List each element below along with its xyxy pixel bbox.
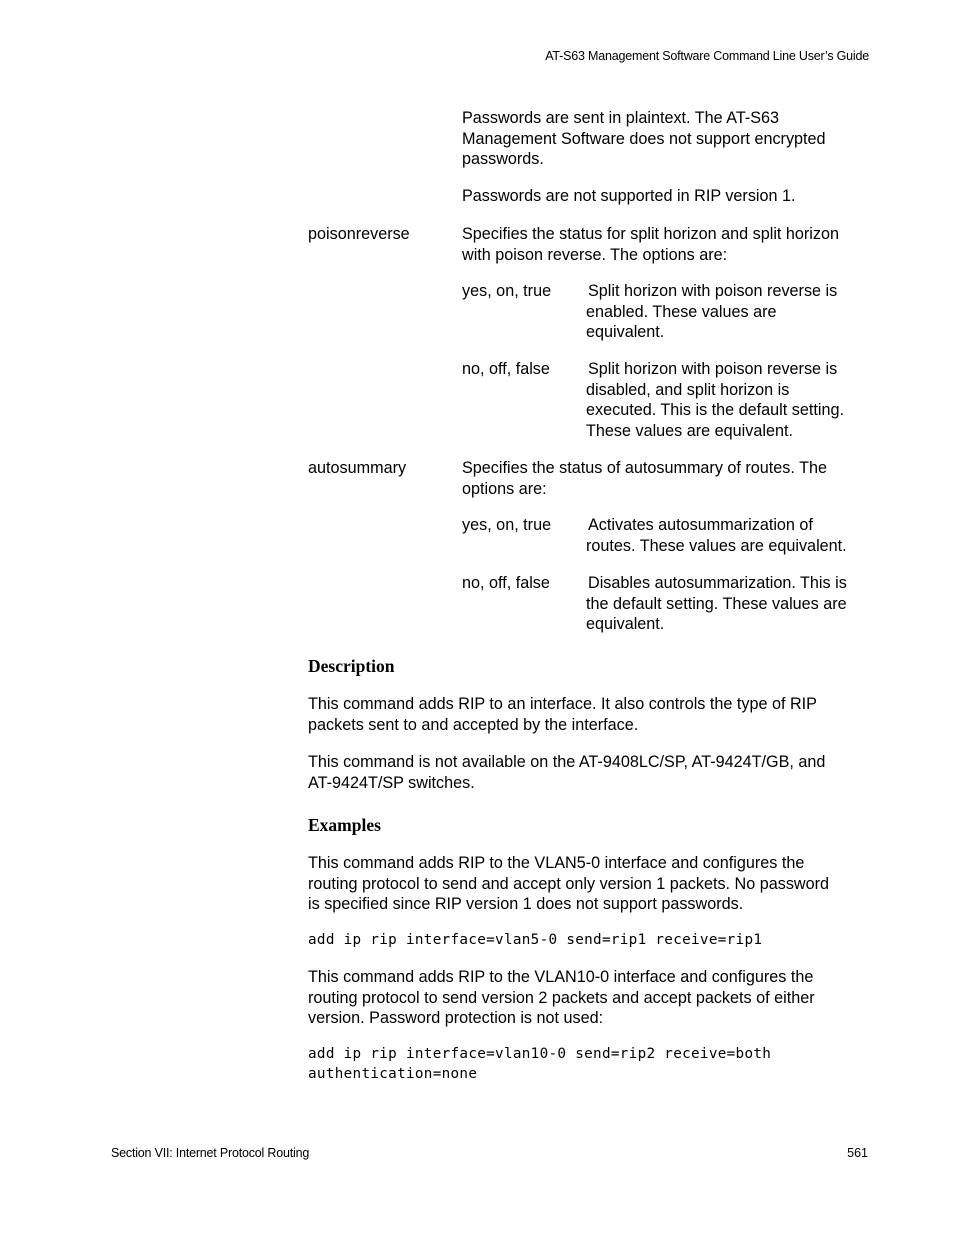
- text-line: options are:: [462, 479, 547, 498]
- text-line: packets sent to and accepted by the interface.: [308, 715, 639, 734]
- option-description: [586, 515, 847, 556]
- parameter-term-autosummary: autosummary: [308, 459, 407, 477]
- text-line: This command adds RIP to the VLAN10-0 interface and configures the: [308, 968, 814, 986]
- parameter-description-poisonreverse: [462, 224, 839, 265]
- password-plaintext-note: [462, 108, 826, 170]
- option-value: yes, on, true: [462, 516, 552, 534]
- option-description: [586, 281, 837, 343]
- section-heading-examples: Examples: [308, 815, 381, 835]
- text-line: Specifies the status of autosummary of routes. The: [462, 459, 828, 477]
- text-line: enabled. These values are: [586, 302, 777, 321]
- parameter-description-autosummary: [462, 458, 827, 499]
- text-line: equivalent.: [586, 615, 665, 633]
- text-line: disabled, and split horizon is: [586, 380, 790, 399]
- option-value: no, off, false: [462, 360, 550, 378]
- code-example: add ip rip interface=vlan5-0 send=rip1 receive=rip1: [308, 932, 763, 948]
- text-line: passwords.: [462, 150, 544, 168]
- rip1-password-note: Passwords are not supported in RIP version 1.: [462, 187, 796, 205]
- parameter-term-poisonreverse: poisonreverse: [308, 225, 410, 243]
- code-example: [308, 1044, 771, 1084]
- text-line: This command adds RIP to the VLAN5-0 interface and configures the: [308, 854, 805, 872]
- text-line: AT-9424T/SP switches.: [308, 773, 475, 792]
- running-header: AT-S63 Management Software Command Line User’s Guide: [545, 49, 869, 63]
- text-line: version. Password protection is not used:: [308, 1009, 604, 1027]
- text-line: is specified since RIP version 1 does not support passwords.: [308, 895, 744, 913]
- text-line: routing protocol to send version 2 packets and accept packets of either: [308, 988, 815, 1007]
- text-line: routes. These values are equivalent.: [586, 536, 847, 555]
- text-line: Passwords are sent in plaintext. The AT-S63: [462, 109, 780, 127]
- example-paragraph: [308, 967, 815, 1029]
- option-description: [586, 573, 847, 635]
- code-line: authentication=none: [308, 1066, 478, 1082]
- code-line: add ip rip interface=vlan10-0 send=rip2 receive=both: [308, 1046, 772, 1062]
- text-line: executed. This is the default setting.: [586, 401, 844, 419]
- text-line: routing protocol to send and accept only version 1 packets. No password: [308, 874, 829, 893]
- option-value: no, off, false: [462, 574, 550, 592]
- option-value: yes, on, true: [462, 282, 552, 300]
- text-line: Specifies the status for split horizon and split horizon: [462, 225, 840, 243]
- text-line: Split horizon with poison reverse is: [588, 360, 838, 378]
- text-line: Management Software does not support encrypted: [462, 129, 826, 148]
- section-heading-description: Description: [308, 656, 395, 676]
- text-line: These values are equivalent.: [586, 421, 793, 440]
- description-paragraph: [308, 752, 825, 793]
- text-line: This command is not available on the AT-9408LC/SP, AT-9424T/GB, and: [308, 753, 826, 771]
- text-line: the default setting. These values are: [586, 594, 847, 613]
- text-line: Split horizon with poison reverse is: [588, 282, 838, 300]
- text-line: Disables autosummarization. This is: [588, 574, 847, 592]
- option-description: [586, 359, 844, 441]
- text-line: with poison reverse. The options are:: [462, 245, 728, 264]
- description-paragraph: [308, 694, 817, 735]
- text-line: This command adds RIP to an interface. It also controls the type of RIP: [308, 695, 817, 713]
- example-paragraph: [308, 853, 829, 915]
- text-line: Activates autosummarization of: [588, 516, 813, 534]
- text-line: equivalent.: [586, 323, 665, 341]
- page-number: 561: [847, 1146, 868, 1160]
- footer-section-title: Section VII: Internet Protocol Routing: [111, 1146, 310, 1160]
